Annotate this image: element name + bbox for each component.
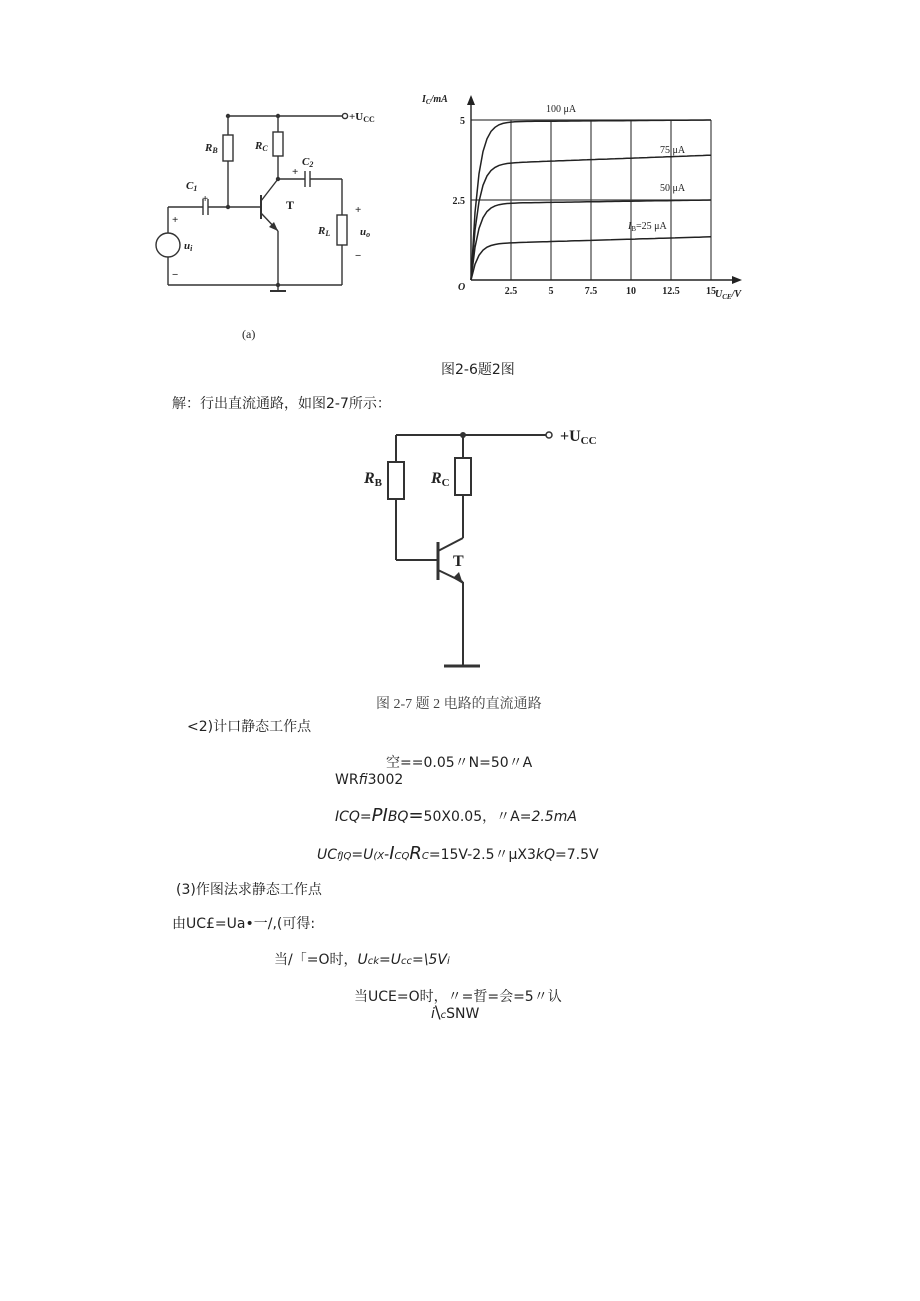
x-axis-arrow: [732, 276, 742, 284]
c2-label: C: [302, 156, 310, 168]
eq3-h: R: [409, 843, 422, 864]
ui-plus: +: [172, 214, 179, 226]
eq6-d: SNW: [446, 1006, 480, 1022]
uo-minus: −: [355, 250, 362, 262]
svg-text:IB=25 μA: [627, 221, 668, 233]
svg-text:ui: [184, 240, 193, 253]
section-3-heading: (3)作图法求静态工作点: [176, 882, 322, 898]
eq2-a: ICQ=: [335, 809, 372, 825]
x-axis-label: U: [715, 289, 723, 300]
dc-rb-sub: B: [374, 477, 383, 489]
eq5-d: =U: [379, 952, 401, 968]
eq6-a: i: [431, 1006, 435, 1022]
eq5-c: ck: [367, 956, 380, 967]
x-tick-label-4: 12.5: [662, 286, 680, 297]
eq5-f: =: [412, 952, 424, 968]
dc-vcc-label: +U: [560, 428, 581, 445]
eq2-e: 50X0.05，〃A=: [423, 809, 532, 825]
equation-ic-zero: [274, 949, 450, 969]
x-tick-label-3: 10: [626, 286, 636, 297]
eq2-d: =: [408, 805, 424, 826]
eq6-c: c: [440, 1010, 447, 1021]
series-label-100: 100 μA: [546, 104, 577, 115]
eq3-b: fJQ: [337, 851, 352, 862]
equation-uce-zero: 当UCE=O时，〃=晢=会=5〃认: [354, 989, 562, 1005]
eq5-b: U: [357, 952, 368, 968]
rl-sub: L: [325, 229, 331, 238]
svg-text:uo: [360, 226, 370, 239]
ui-sub: i: [190, 244, 193, 253]
ui-minus: −: [172, 269, 179, 281]
series-label-25-suffix: =25 μA: [636, 221, 667, 232]
eq6-b: \: [434, 1003, 441, 1023]
y-axis-sub: C: [425, 98, 431, 106]
vcc-label: +U: [349, 111, 364, 123]
x-tick-label-0: 2.5: [504, 286, 518, 297]
eq2-b: PI: [371, 805, 388, 826]
section-2-heading: <2)计口静态工作点: [187, 719, 312, 735]
y-tick-label-0: 2.5: [452, 196, 465, 207]
figure-a-circuit: [150, 95, 410, 350]
c1-plus: +: [202, 193, 209, 205]
eq2-c: BQ: [387, 809, 409, 825]
rl-resistor: [337, 215, 347, 245]
eq5-h: i: [446, 956, 450, 967]
eq5-g: \5V: [423, 952, 447, 968]
eq3-d: (X: [373, 851, 385, 862]
series-label-25-prefix: I: [628, 221, 632, 232]
svg-text:RB: [204, 142, 218, 155]
eq3-a: UC: [317, 847, 338, 863]
eq5-a: 当/「=O时，: [274, 952, 358, 968]
eq3-k: kQ: [535, 847, 556, 863]
eq3-i: C: [421, 851, 429, 862]
figure-a-label: (a): [242, 327, 256, 341]
dc-rb-label: R: [364, 470, 375, 487]
rb-resistor: [223, 135, 233, 161]
dc-rc-resistor: [455, 458, 471, 495]
series-label-50: 50 μA: [660, 183, 686, 194]
svg-text:RC: [254, 140, 268, 153]
y-axis-label: I: [422, 94, 426, 105]
svg-text:RL: [317, 225, 330, 238]
equation-ibq-denominator: [335, 772, 403, 788]
uo-sub: o: [366, 230, 371, 239]
svg-text:C1: [186, 180, 197, 193]
rc-label: R: [255, 140, 263, 152]
vcc-terminal: [342, 113, 347, 118]
transistor-label: T: [286, 198, 295, 212]
series-label-25-sub: B: [631, 225, 637, 233]
svg-text:C2: [302, 156, 313, 169]
equation-icq: [335, 805, 577, 826]
eq1-part-c: 3002: [367, 772, 404, 788]
c1-sub: 1: [193, 184, 198, 193]
figure-2-7-caption: 图 2-7 题 2 电路的直流通路: [376, 697, 542, 712]
dc-rb-resistor: [388, 462, 404, 499]
x-tick-label-5: 15: [706, 286, 716, 297]
svg-text:UCE/V: [715, 289, 742, 301]
ui-label: u: [184, 240, 191, 252]
rb-label: R: [205, 142, 213, 154]
x-axis-unit: /V: [731, 289, 742, 300]
svg-text:RB: [363, 470, 383, 489]
eq2-f: 2.5mA: [531, 809, 577, 825]
dc-rc-sub: C: [441, 477, 450, 489]
dc-rc-label: R: [431, 470, 442, 487]
eq5-e: cc: [401, 956, 412, 967]
dc-transistor-label: T: [453, 553, 464, 570]
output-characteristics-chart: [420, 85, 760, 315]
dc-emitter-arrow: [453, 572, 463, 584]
equation-load-line: 由UC£=Ua•一/,(可得:: [172, 916, 316, 932]
rl-label: R: [318, 225, 326, 237]
eq3-f: I: [389, 843, 395, 864]
rc-resistor: [273, 132, 283, 156]
x-axis-sub: CE: [722, 293, 732, 301]
svg-text:+UCC: [560, 428, 597, 447]
c2-sub: 2: [309, 160, 314, 169]
y-tick-label-1: 5: [460, 116, 465, 127]
svg-text:RC: [430, 470, 450, 489]
eq1-part-a: WR: [335, 772, 359, 788]
y-axis-arrow: [467, 95, 475, 105]
rc-sub: C: [262, 144, 268, 153]
uo-label: u: [360, 226, 367, 238]
eq3-j: =15V-2.5〃μX3: [428, 847, 536, 863]
eq3-l: =7.5V: [555, 847, 599, 863]
equation-uceq: [317, 843, 599, 864]
c2-plus: +: [292, 166, 299, 178]
eq3-g: CQ: [394, 851, 410, 862]
eq3-c: =U: [351, 847, 374, 863]
origin-label: O: [458, 282, 466, 293]
rb-sub: B: [212, 146, 218, 155]
series-label-75: 75 μA: [660, 145, 686, 156]
eq3-e: -: [384, 847, 390, 863]
uo-plus: +: [355, 204, 362, 216]
x-tick-label-2: 7.5: [584, 286, 598, 297]
figure-2-7-circuit: [350, 420, 620, 720]
c1-label: C: [186, 180, 194, 192]
x-tick-label-1: 5: [548, 286, 554, 297]
voltage-source: [156, 233, 180, 257]
dc-vcc-sub: CC: [580, 435, 597, 447]
vcc-sub: CC: [363, 115, 375, 124]
svg-text:+UCC: [349, 111, 375, 124]
svg-text:IC/mA: [421, 94, 448, 106]
equation-ibq: 空==0.05〃N=50〃A: [386, 755, 533, 771]
dc-vcc-terminal: [546, 432, 552, 438]
figure-2-6-caption: 图2-6题2图: [441, 362, 515, 378]
y-axis-unit: /mA: [430, 94, 448, 105]
solution-intro: 解：行出直流通路，如图2-7所示：: [172, 396, 391, 412]
equation-uce-zero-denominator: [431, 1003, 479, 1023]
eq1-part-b: fi: [358, 772, 368, 788]
